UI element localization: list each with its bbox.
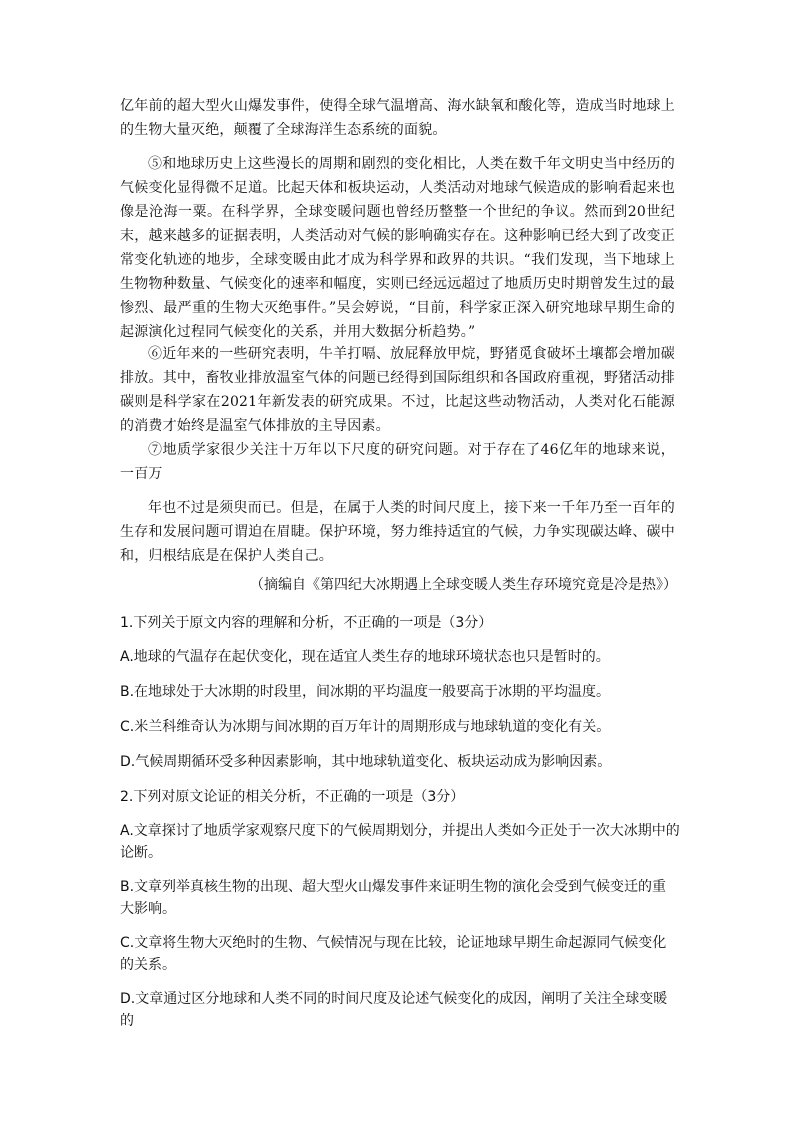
option-text: D.文章通过区分地球和人类不同的时间尺度及论述气候变化的成因，阐明了关注全球变暖的 [120, 991, 668, 1029]
option-text: C.文章将生物大灭绝时的生物、气候情况与现在比较，论证地球早期生命起源同气候变化的关系。 [120, 935, 667, 973]
option-text: B.在地球处于大冰期的时段里，间冰期的平均温度一般要高于冰期的平均温度。 [120, 684, 611, 700]
passage-paragraph-continued [120, 94, 675, 142]
paragraph-7-text-b: 年也不过是须臾而已。但是，在属于人类的时间尺度上，接下来一千年乃至一百年的生存和发展问题可谓迫在眉睫。保护环境，努力维持适宜的气候，力争实现碳达峰、碳中和，归根结底是在保护人类自己。 [120, 500, 675, 564]
question-2-option-b [120, 876, 680, 920]
question-1-option-c [120, 716, 680, 738]
question-1-option-b [120, 681, 680, 703]
passage-paragraph-7a [120, 438, 675, 486]
question-1-stem: 1.下列关于原文内容的理解和分析，不正确的一项是（3分） [120, 615, 493, 631]
passage-source: （摘编自《第四纪大冰期遇上全球变暖人类生存环境究竟是冷是热》） [250, 577, 677, 593]
paragraph-7-text-a: ⑦地质学家很少关注十万年以下尺度的研究问题。对于存在了46亿年的地球来说，一百万 [120, 442, 675, 482]
option-text: D.气候周期循环受多种因素影响，其中地球轨道变化、板块运动成为影响因素。 [120, 754, 612, 770]
option-text: A.地球的气温存在起伏变化，现在适宜人类生存的地球环境状态也只是暂时的。 [120, 649, 610, 665]
option-text: A.文章探讨了地质学家观察尺度下的气候周期划分，并提出人类如今正处于一次大冰期中的论断。 [120, 823, 680, 861]
passage-paragraph-7b [120, 496, 675, 568]
option-text: C.米兰科维奇认为冰期与间冰期的百万年计的周期形成与地球轨道的变化有关。 [120, 719, 611, 735]
question-2-stem: 2.下列对原文论证的相关分析，不正确的一项是（3分） [120, 789, 465, 805]
option-text: B.文章列举真核生物的出现、超大型火山爆发事件来证明生物的演化会受到气候变迁的重大影响。 [120, 879, 667, 917]
question-2-option-d [120, 988, 680, 1032]
question-2-option-a [120, 820, 680, 864]
passage-paragraph-5 [120, 152, 675, 344]
paragraph-4-tail: 亿年前的超大型火山爆发事件，使得全球气温增高、海水缺氧和酸化等，造成当时地球上的生物大量灭绝，颠覆了全球海洋生态系统的面貌。 [120, 98, 675, 138]
question-1-option-a [120, 646, 680, 668]
paragraph-5-text: ⑤和地球历史上这些漫长的周期和剧烈的变化相比，人类在数千年文明史当中经历的气候变化显得微不足道。比起天体和板块运动，人类活动对地球气候造成的影响看起来也像是沧海一粟。在科学界，全球变暖问题也曾经历整整一个世纪的争议。然而到20世纪末，越来越多的证据表明，人类活动对气候的影响确实存在。这种影响已经大到了改变正常变化轨迹的地步，全球变暖由此才成为科学界和政界的共识。“我们发现，当下地球上生物物种数量、气候变化的速率和幅度，实则已经远远超过了地质历史时期曾发生过的最惨烈、最严重的生物大灭绝事件。”吴会婷说，“目前，科学家正深入研究地球早期生命的起源演化过程同气候变化的关系，并用大数据分析趋势。” [120, 156, 675, 340]
passage-paragraph-6 [120, 342, 675, 438]
paragraph-6-text: ⑥近年来的一些研究表明，牛羊打嗝、放屁释放甲烷，野猪觅食破坏土壤都会增加碳排放。其中，畜牧业排放温室气体的问题已经得到国际组织和各国政府重视，野猪活动排碳则是科学家在2021年新发表的研究成果。不过，比起这些动物活动，人类对化石能源的消费才始终是温室气体排放的主导因素。 [120, 346, 675, 434]
question-1 [120, 612, 680, 634]
question-1-option-d [120, 751, 680, 773]
question-2 [120, 786, 680, 808]
question-2-option-c [120, 932, 680, 976]
